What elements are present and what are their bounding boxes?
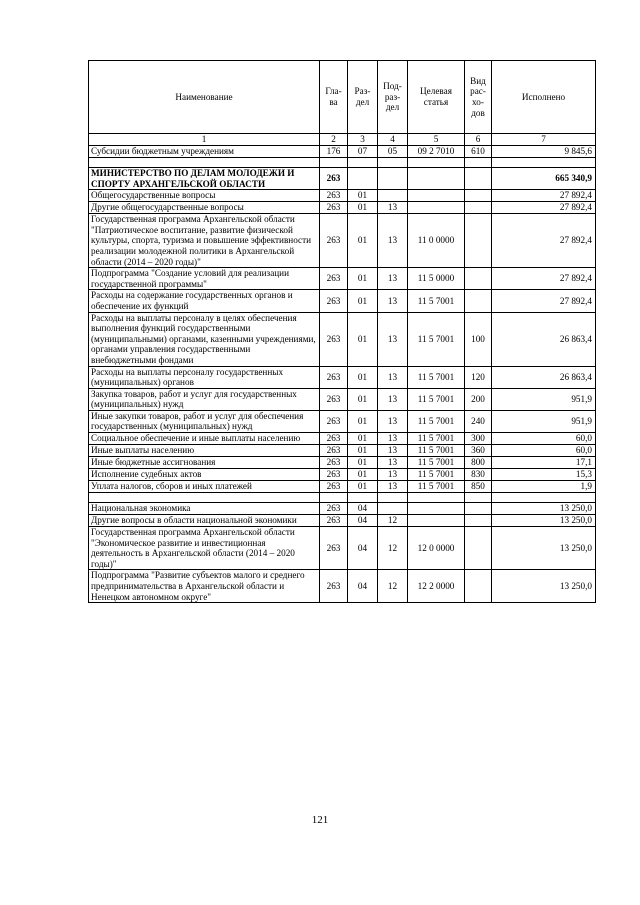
column-number: 3 bbox=[348, 134, 378, 146]
razdel-code: 01 bbox=[348, 469, 378, 481]
table-row bbox=[89, 190, 596, 202]
vid-code: 300 bbox=[465, 433, 492, 445]
item-name: Исполнение судебных актов bbox=[89, 469, 320, 481]
amount-value: 27 892,4 bbox=[492, 202, 596, 214]
table-row bbox=[89, 503, 596, 515]
spacer-cell bbox=[492, 158, 596, 168]
header-razdel: Раз- дел bbox=[348, 61, 378, 134]
item-name: Иные выплаты населению bbox=[89, 445, 320, 457]
statya-code: 11 5 7001 bbox=[408, 433, 465, 445]
item-name: Уплата налогов, сборов и иных платежей bbox=[89, 481, 320, 493]
glava-code: 263 bbox=[320, 503, 348, 515]
table-row bbox=[89, 410, 596, 432]
table-row bbox=[89, 469, 596, 481]
statya-code: 11 5 7001 bbox=[408, 312, 465, 366]
header-podrazdel: Под- раз- дел bbox=[378, 61, 408, 134]
spacer-cell bbox=[465, 158, 492, 168]
amount-value: 27 892,4 bbox=[492, 190, 596, 202]
podrazdel-code: 13 bbox=[378, 214, 408, 268]
column-number: 2 bbox=[320, 134, 348, 146]
spacer-cell bbox=[408, 158, 465, 168]
statya-code bbox=[408, 202, 465, 214]
statya-code: 11 5 7001 bbox=[408, 366, 465, 388]
column-number-row bbox=[89, 134, 596, 146]
amount-value: 951,9 bbox=[492, 410, 596, 432]
statya-code: 11 5 7001 bbox=[408, 410, 465, 432]
table-row bbox=[89, 290, 596, 312]
amount-value: 15,3 bbox=[492, 469, 596, 481]
item-name: Субсидии бюджетным учреждениям bbox=[89, 146, 320, 158]
header-vid: Вид рас- хо- дов bbox=[465, 61, 492, 134]
glava-code: 263 bbox=[320, 481, 348, 493]
vid-code: 200 bbox=[465, 388, 492, 410]
spacer-cell bbox=[378, 493, 408, 503]
item-name: Расходы на содержание государственных органов и обеспечение их функций bbox=[89, 290, 320, 312]
glava-code: 263 bbox=[320, 290, 348, 312]
item-name: Подпрограмма "Развитие субъектов малого и среднего предпринимательства в Архангельской области и Ненецком автономном округе" bbox=[89, 570, 320, 603]
spacer-cell bbox=[378, 158, 408, 168]
vid-code: 100 bbox=[465, 312, 492, 366]
glava-code: 263 bbox=[320, 515, 348, 527]
item-name: Расходы на выплаты персоналу государственных (муниципальных) органов bbox=[89, 366, 320, 388]
table-row bbox=[89, 268, 596, 290]
amount-value: 1,9 bbox=[492, 481, 596, 493]
glava-code: 263 bbox=[320, 388, 348, 410]
podrazdel-code: 05 bbox=[378, 146, 408, 158]
razdel-code: 01 bbox=[348, 433, 378, 445]
budget-table bbox=[88, 60, 596, 603]
column-number: 6 bbox=[465, 134, 492, 146]
table-row bbox=[89, 570, 596, 603]
item-name: Общегосударственные вопросы bbox=[89, 190, 320, 202]
podrazdel-code: 13 bbox=[378, 469, 408, 481]
podrazdel-code: 13 bbox=[378, 410, 408, 432]
razdel-code: 01 bbox=[348, 388, 378, 410]
statya-code: 11 0 0000 bbox=[408, 214, 465, 268]
glava-code: 263 bbox=[320, 469, 348, 481]
vid-code bbox=[465, 214, 492, 268]
razdel-code: 04 bbox=[348, 570, 378, 603]
spacer-row bbox=[89, 493, 596, 503]
amount-value: 9 845,6 bbox=[492, 146, 596, 158]
statya-code: 11 5 7001 bbox=[408, 457, 465, 469]
podrazdel-code bbox=[378, 503, 408, 515]
vid-code bbox=[465, 527, 492, 570]
vid-code bbox=[465, 515, 492, 527]
item-name: Иные закупки товаров, работ и услуг для обеспечения государственных (муниципальных) нужд bbox=[89, 410, 320, 432]
table-row bbox=[89, 433, 596, 445]
vid-code bbox=[465, 190, 492, 202]
item-name: Закупка товаров, работ и услуг для государственных (муниципальных) нужд bbox=[89, 388, 320, 410]
amount-value: 60,0 bbox=[492, 445, 596, 457]
podrazdel-code: 13 bbox=[378, 388, 408, 410]
vid-code bbox=[465, 168, 492, 190]
table-row bbox=[89, 146, 596, 158]
amount-value: 26 863,4 bbox=[492, 312, 596, 366]
podrazdel-code: 13 bbox=[378, 457, 408, 469]
razdel-code: 01 bbox=[348, 481, 378, 493]
amount-value: 27 892,4 bbox=[492, 290, 596, 312]
statya-code: 12 0 0000 bbox=[408, 527, 465, 570]
podrazdel-code: 12 bbox=[378, 570, 408, 603]
amount-value: 13 250,0 bbox=[492, 503, 596, 515]
statya-code: 12 2 0000 bbox=[408, 570, 465, 603]
statya-code bbox=[408, 515, 465, 527]
statya-code: 09 2 7010 bbox=[408, 146, 465, 158]
podrazdel-code: 13 bbox=[378, 268, 408, 290]
razdel-code bbox=[348, 168, 378, 190]
podrazdel-code: 13 bbox=[378, 312, 408, 366]
glava-code: 263 bbox=[320, 366, 348, 388]
page-number: 121 bbox=[311, 814, 329, 826]
statya-code: 11 5 7001 bbox=[408, 388, 465, 410]
spacer-cell bbox=[348, 493, 378, 503]
item-name: Иные бюджетные ассигнования bbox=[89, 457, 320, 469]
table-row bbox=[89, 481, 596, 493]
spacer-row bbox=[89, 158, 596, 168]
podrazdel-code: 13 bbox=[378, 366, 408, 388]
column-number: 5 bbox=[408, 134, 465, 146]
table-row bbox=[89, 202, 596, 214]
statya-code: 11 5 7001 bbox=[408, 445, 465, 457]
table-row bbox=[89, 168, 596, 190]
glava-code: 263 bbox=[320, 527, 348, 570]
razdel-code: 01 bbox=[348, 190, 378, 202]
podrazdel-code: 13 bbox=[378, 445, 408, 457]
glava-code: 263 bbox=[320, 433, 348, 445]
table-row bbox=[89, 366, 596, 388]
razdel-code: 01 bbox=[348, 268, 378, 290]
razdel-code: 01 bbox=[348, 290, 378, 312]
podrazdel-code: 13 bbox=[378, 433, 408, 445]
razdel-code: 01 bbox=[348, 202, 378, 214]
table-row bbox=[89, 388, 596, 410]
spacer-cell bbox=[348, 158, 378, 168]
podrazdel-code: 13 bbox=[378, 202, 408, 214]
glava-code: 263 bbox=[320, 457, 348, 469]
vid-code bbox=[465, 503, 492, 515]
vid-code bbox=[465, 202, 492, 214]
table-row bbox=[89, 457, 596, 469]
spacer-cell bbox=[408, 493, 465, 503]
column-number: 7 bbox=[492, 134, 596, 146]
glava-code: 263 bbox=[320, 570, 348, 603]
glava-code: 263 bbox=[320, 312, 348, 366]
item-name: Другие общегосударственные вопросы bbox=[89, 202, 320, 214]
vid-code bbox=[465, 268, 492, 290]
item-name: Государственная программа Архангельской области "Экономическое развитие и инвестиционная деятельность в Архангельской области (2014 – 2020 годы)" bbox=[89, 527, 320, 570]
podrazdel-code: 12 bbox=[378, 527, 408, 570]
statya-code: 11 5 7001 bbox=[408, 469, 465, 481]
razdel-code: 01 bbox=[348, 445, 378, 457]
amount-value: 13 250,0 bbox=[492, 515, 596, 527]
table-row bbox=[89, 312, 596, 366]
razdel-code: 04 bbox=[348, 503, 378, 515]
header-glava: Гла- ва bbox=[320, 61, 348, 134]
item-name: Другие вопросы в области национальной экономики bbox=[89, 515, 320, 527]
statya-code bbox=[408, 168, 465, 190]
amount-value: 13 250,0 bbox=[492, 527, 596, 570]
vid-code: 240 bbox=[465, 410, 492, 432]
razdel-code: 01 bbox=[348, 457, 378, 469]
razdel-code: 01 bbox=[348, 366, 378, 388]
spacer-cell bbox=[320, 493, 348, 503]
header-statya: Целевая статья bbox=[408, 61, 465, 134]
podrazdel-code: 12 bbox=[378, 515, 408, 527]
amount-value: 27 892,4 bbox=[492, 268, 596, 290]
item-name: МИНИСТЕРСТВО ПО ДЕЛАМ МОЛОДЕЖИ И СПОРТУ АРХАНГЕЛЬСКОЙ ОБЛАСТИ bbox=[89, 168, 320, 190]
podrazdel-code: 13 bbox=[378, 481, 408, 493]
podrazdel-code: 13 bbox=[378, 290, 408, 312]
razdel-code: 01 bbox=[348, 214, 378, 268]
vid-code: 800 bbox=[465, 457, 492, 469]
spacer-cell bbox=[465, 493, 492, 503]
column-number: 4 bbox=[378, 134, 408, 146]
vid-code: 610 bbox=[465, 146, 492, 158]
column-number: 1 bbox=[89, 134, 320, 146]
glava-code: 263 bbox=[320, 190, 348, 202]
razdel-code: 04 bbox=[348, 527, 378, 570]
table-row bbox=[89, 515, 596, 527]
razdel-code: 01 bbox=[348, 312, 378, 366]
statya-code: 11 5 0000 bbox=[408, 268, 465, 290]
glava-code: 263 bbox=[320, 202, 348, 214]
glava-code: 263 bbox=[320, 445, 348, 457]
vid-code bbox=[465, 570, 492, 603]
item-name: Расходы на выплаты персоналу в целях обеспечения выполнения функций государственными (муниципальными) органами, казенными учреждениями, органами управления государственными внебюджетными фондами bbox=[89, 312, 320, 366]
header-name: Наименование bbox=[89, 61, 320, 134]
vid-code bbox=[465, 290, 492, 312]
amount-value: 665 340,9 bbox=[492, 168, 596, 190]
vid-code: 830 bbox=[465, 469, 492, 481]
amount-value: 17,1 bbox=[492, 457, 596, 469]
item-name: Национальная экономика bbox=[89, 503, 320, 515]
amount-value: 13 250,0 bbox=[492, 570, 596, 603]
spacer-cell bbox=[320, 158, 348, 168]
item-name: Подпрограмма "Создание условий для реализации государственной программы" bbox=[89, 268, 320, 290]
spacer-cell bbox=[89, 158, 320, 168]
amount-value: 60,0 bbox=[492, 433, 596, 445]
vid-code: 120 bbox=[465, 366, 492, 388]
amount-value: 26 863,4 bbox=[492, 366, 596, 388]
podrazdel-code bbox=[378, 168, 408, 190]
table-row bbox=[89, 214, 596, 268]
vid-code: 360 bbox=[465, 445, 492, 457]
spacer-cell bbox=[492, 493, 596, 503]
razdel-code: 04 bbox=[348, 515, 378, 527]
glava-code: 263 bbox=[320, 168, 348, 190]
header-ispolneno: Исполнено bbox=[492, 61, 596, 134]
table-row bbox=[89, 527, 596, 570]
item-name: Государственная программа Архангельской области "Патриотическое воспитание, развитие физической культуры, спорта, туризма и повышение эффективности реализации молодежной политики в Архангельской области (2014 – 2020 годы)" bbox=[89, 214, 320, 268]
statya-code bbox=[408, 503, 465, 515]
glava-code: 263 bbox=[320, 268, 348, 290]
amount-value: 951,9 bbox=[492, 388, 596, 410]
statya-code: 11 5 7001 bbox=[408, 290, 465, 312]
vid-code: 850 bbox=[465, 481, 492, 493]
spacer-cell bbox=[89, 493, 320, 503]
glava-code: 263 bbox=[320, 410, 348, 432]
glava-code: 263 bbox=[320, 214, 348, 268]
header-row bbox=[89, 61, 596, 134]
glava-code: 176 bbox=[320, 146, 348, 158]
amount-value: 27 892,4 bbox=[492, 214, 596, 268]
item-name: Социальное обеспечение и иные выплаты населению bbox=[89, 433, 320, 445]
statya-code: 11 5 7001 bbox=[408, 481, 465, 493]
table-row bbox=[89, 445, 596, 457]
podrazdel-code bbox=[378, 190, 408, 202]
razdel-code: 01 bbox=[348, 410, 378, 432]
statya-code bbox=[408, 190, 465, 202]
razdel-code: 07 bbox=[348, 146, 378, 158]
